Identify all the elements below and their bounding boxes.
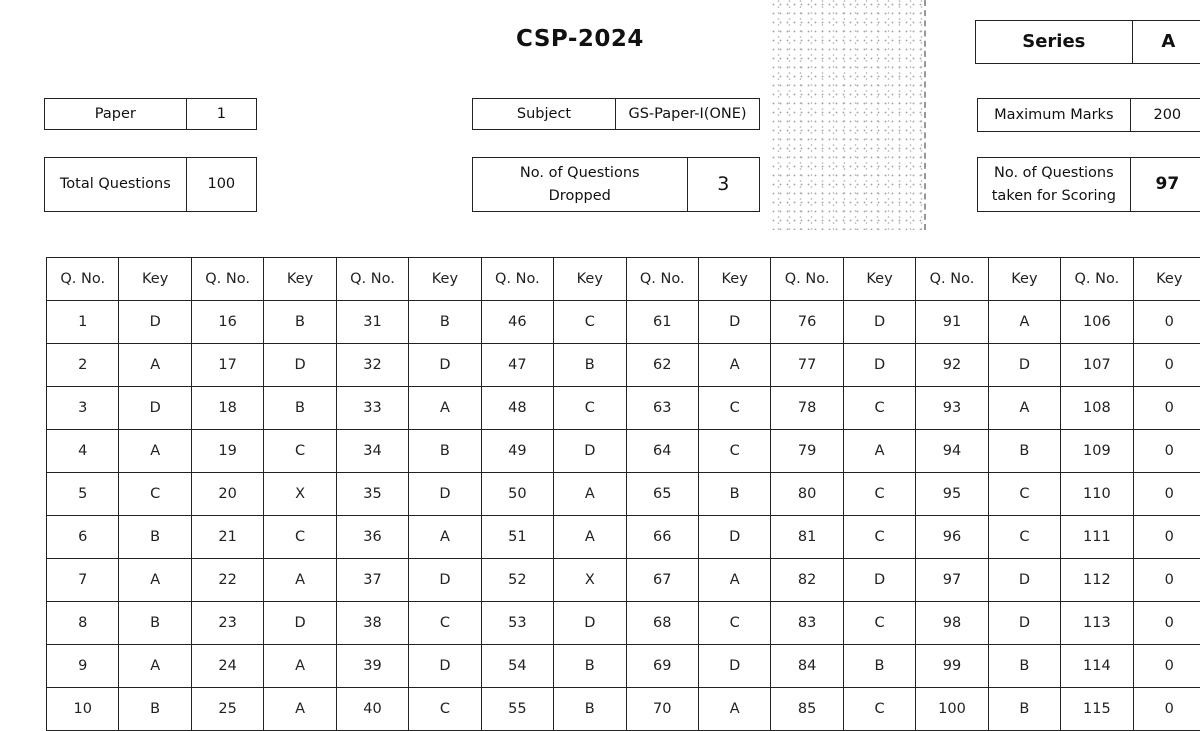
question-number-cell: 94 [916,430,988,473]
answer-key-cell: A [119,430,191,473]
header-key: Key [843,258,915,301]
answer-key-table [46,257,1200,731]
answer-key-cell: D [843,559,915,602]
question-number-cell: 18 [191,387,263,430]
header-qno: Q. No. [626,258,698,301]
dropped-label-line1: No. of Questions [520,162,640,184]
answer-key-cell: A [554,516,626,559]
dropped-label [473,158,687,211]
question-number-cell: 48 [481,387,553,430]
answer-key-cell: C [409,688,481,731]
scoring-label [978,158,1130,211]
answer-key-cell: 0 [1133,516,1200,559]
page-title: CSP-2024 [480,26,680,52]
question-number-cell: 17 [191,344,263,387]
answer-key-cell: C [843,688,915,731]
subject-value: GS-Paper-I(ONE) [615,99,759,129]
question-number-cell: 107 [1061,344,1133,387]
question-number-cell: 22 [191,559,263,602]
answer-key-cell: B [264,387,336,430]
answer-key-cell: D [409,344,481,387]
table-row [47,473,1200,516]
header-qno: Q. No. [916,258,988,301]
paper-box [44,98,257,130]
answer-key-cell: C [698,387,770,430]
question-number-cell: 85 [771,688,843,731]
question-number-cell: 64 [626,430,698,473]
table-row [47,688,1200,731]
answer-key-cell: D [409,645,481,688]
answer-key-cell: A [554,473,626,516]
subject-label: Subject [473,99,615,129]
answer-key-cell: B [843,645,915,688]
answer-key-cell: D [554,430,626,473]
table-header-row [47,258,1200,301]
table-row [47,344,1200,387]
answer-key-cell: C [264,516,336,559]
answer-key-cell: D [843,344,915,387]
answer-key-cell: B [119,688,191,731]
answer-key-cell: C [554,387,626,430]
answer-key-cell: A [843,430,915,473]
question-number-cell: 24 [191,645,263,688]
answer-key-cell: D [698,301,770,344]
paper-label: Paper [45,99,186,129]
scanned-stamp-noise [770,0,926,230]
answer-key-cell: 0 [1133,645,1200,688]
answer-key-cell: B [698,473,770,516]
question-number-cell: 61 [626,301,698,344]
question-number-cell: 65 [626,473,698,516]
answer-key-cell: B [264,301,336,344]
question-number-cell: 10 [47,688,119,731]
answer-key-body [47,301,1200,731]
answer-key-cell: A [264,559,336,602]
answer-key-cell: C [698,430,770,473]
answer-key-cell: X [264,473,336,516]
scoring-label-line1: No. of Questions [994,162,1114,184]
answer-key-cell: 0 [1133,473,1200,516]
max-marks-label: Maximum Marks [978,99,1130,131]
answer-key-cell: D [554,602,626,645]
answer-key-cell: B [554,344,626,387]
question-number-cell: 7 [47,559,119,602]
answer-key-cell: 0 [1133,387,1200,430]
answer-key-cell: B [119,516,191,559]
answer-key-cell: B [988,688,1060,731]
answer-key-cell: B [988,645,1060,688]
answer-key-cell: B [988,430,1060,473]
question-number-cell: 98 [916,602,988,645]
total-questions-label: Total Questions [45,158,186,211]
question-number-cell: 33 [336,387,408,430]
question-number-cell: 31 [336,301,408,344]
answer-key-cell: A [698,344,770,387]
question-number-cell: 1 [47,301,119,344]
table-row [47,301,1200,344]
question-number-cell: 80 [771,473,843,516]
answer-key-cell: A [119,559,191,602]
question-number-cell: 34 [336,430,408,473]
answer-key-cell: C [409,602,481,645]
question-number-cell: 4 [47,430,119,473]
answer-key-cell: C [843,516,915,559]
question-number-cell: 40 [336,688,408,731]
question-number-cell: 92 [916,344,988,387]
answer-key-cell: A [698,559,770,602]
question-number-cell: 62 [626,344,698,387]
question-number-cell: 84 [771,645,843,688]
question-number-cell: 115 [1061,688,1133,731]
question-number-cell: 5 [47,473,119,516]
question-number-cell: 25 [191,688,263,731]
answer-key-cell: A [698,688,770,731]
answer-key-cell: C [554,301,626,344]
question-number-cell: 37 [336,559,408,602]
question-number-cell: 35 [336,473,408,516]
answer-key-cell: C [119,473,191,516]
answer-key-cell: B [409,301,481,344]
answer-key-cell: C [843,387,915,430]
scoring-box [977,157,1200,212]
answer-key-cell: C [843,602,915,645]
answer-key-cell: C [988,473,1060,516]
answer-key-cell: A [264,688,336,731]
question-number-cell: 36 [336,516,408,559]
question-number-cell: 66 [626,516,698,559]
answer-key-cell: B [554,688,626,731]
answer-key-cell: A [119,645,191,688]
question-number-cell: 99 [916,645,988,688]
table-row [47,602,1200,645]
table-row [47,387,1200,430]
answer-key-cell: A [988,301,1060,344]
question-number-cell: 93 [916,387,988,430]
question-number-cell: 95 [916,473,988,516]
answer-key-cell: 0 [1133,688,1200,731]
question-number-cell: 6 [47,516,119,559]
answer-key-cell: X [554,559,626,602]
question-number-cell: 23 [191,602,263,645]
header-qno: Q. No. [191,258,263,301]
header-key: Key [409,258,481,301]
max-marks-box [977,98,1200,132]
question-number-cell: 114 [1061,645,1133,688]
answer-key-cell: A [264,645,336,688]
header-key: Key [554,258,626,301]
answer-key-cell: C [988,516,1060,559]
question-number-cell: 50 [481,473,553,516]
answer-key-cell: D [119,387,191,430]
series-label: Series [976,21,1132,63]
question-number-cell: 112 [1061,559,1133,602]
header-key: Key [119,258,191,301]
question-number-cell: 8 [47,602,119,645]
question-number-cell: 81 [771,516,843,559]
series-value: A [1132,21,1200,63]
scoring-label-line2: taken for Scoring [992,185,1116,207]
question-number-cell: 82 [771,559,843,602]
question-number-cell: 51 [481,516,553,559]
answer-key-cell: 0 [1133,430,1200,473]
question-number-cell: 20 [191,473,263,516]
dropped-label-line2: Dropped [549,185,611,207]
answer-key-cell: C [698,602,770,645]
question-number-cell: 63 [626,387,698,430]
question-number-cell: 39 [336,645,408,688]
answer-key-cell: B [409,430,481,473]
question-number-cell: 55 [481,688,553,731]
question-number-cell: 79 [771,430,843,473]
question-number-cell: 68 [626,602,698,645]
header-qno: Q. No. [47,258,119,301]
question-number-cell: 38 [336,602,408,645]
question-number-cell: 108 [1061,387,1133,430]
question-number-cell: 77 [771,344,843,387]
header-key: Key [988,258,1060,301]
dropped-box [472,157,760,212]
header-qno: Q. No. [771,258,843,301]
question-number-cell: 113 [1061,602,1133,645]
answer-key-cell: D [988,559,1060,602]
question-number-cell: 53 [481,602,553,645]
answer-key-cell: D [409,559,481,602]
answer-key-cell: 0 [1133,301,1200,344]
answer-key-cell: 0 [1133,602,1200,645]
answer-key-cell: D [264,602,336,645]
question-number-cell: 54 [481,645,553,688]
question-number-cell: 76 [771,301,843,344]
dropped-value: 3 [687,158,760,211]
scoring-value: 97 [1130,158,1200,211]
table-row [47,516,1200,559]
question-number-cell: 110 [1061,473,1133,516]
answer-key-cell: A [119,344,191,387]
question-number-cell: 96 [916,516,988,559]
question-number-cell: 9 [47,645,119,688]
answer-key-cell: D [988,344,1060,387]
header-qno: Q. No. [481,258,553,301]
answer-key-cell: D [698,645,770,688]
answer-key-cell: D [119,301,191,344]
answer-key-cell: C [843,473,915,516]
question-number-cell: 69 [626,645,698,688]
question-number-cell: 111 [1061,516,1133,559]
total-questions-box [44,157,257,212]
question-number-cell: 47 [481,344,553,387]
header-key: Key [264,258,336,301]
question-number-cell: 32 [336,344,408,387]
question-number-cell: 83 [771,602,843,645]
answer-key-cell: B [119,602,191,645]
question-number-cell: 91 [916,301,988,344]
question-number-cell: 2 [47,344,119,387]
answer-key-cell: 0 [1133,559,1200,602]
answer-key-cell: D [409,473,481,516]
question-number-cell: 16 [191,301,263,344]
question-number-cell: 97 [916,559,988,602]
header-qno: Q. No. [336,258,408,301]
question-number-cell: 46 [481,301,553,344]
series-box [975,20,1200,64]
question-number-cell: 19 [191,430,263,473]
subject-box [472,98,760,130]
table-row [47,559,1200,602]
answer-key-cell: C [264,430,336,473]
total-questions-value: 100 [186,158,256,211]
answer-key-cell: A [988,387,1060,430]
header-key: Key [698,258,770,301]
question-number-cell: 52 [481,559,553,602]
answer-key-cell: D [264,344,336,387]
question-number-cell: 70 [626,688,698,731]
answer-key-cell: D [843,301,915,344]
table-row [47,645,1200,688]
answer-key-cell: B [554,645,626,688]
question-number-cell: 78 [771,387,843,430]
answer-key-cell: D [988,602,1060,645]
question-number-cell: 67 [626,559,698,602]
question-number-cell: 109 [1061,430,1133,473]
question-number-cell: 106 [1061,301,1133,344]
max-marks-value: 200 [1130,99,1200,131]
answer-key-cell: 0 [1133,344,1200,387]
question-number-cell: 49 [481,430,553,473]
answer-key-cell: A [409,387,481,430]
header-qno: Q. No. [1061,258,1133,301]
question-number-cell: 100 [916,688,988,731]
question-number-cell: 21 [191,516,263,559]
table-row [47,430,1200,473]
paper-value: 1 [186,99,256,129]
answer-key-cell: A [409,516,481,559]
question-number-cell: 3 [47,387,119,430]
header-key: Key [1133,258,1200,301]
answer-key-cell: D [698,516,770,559]
